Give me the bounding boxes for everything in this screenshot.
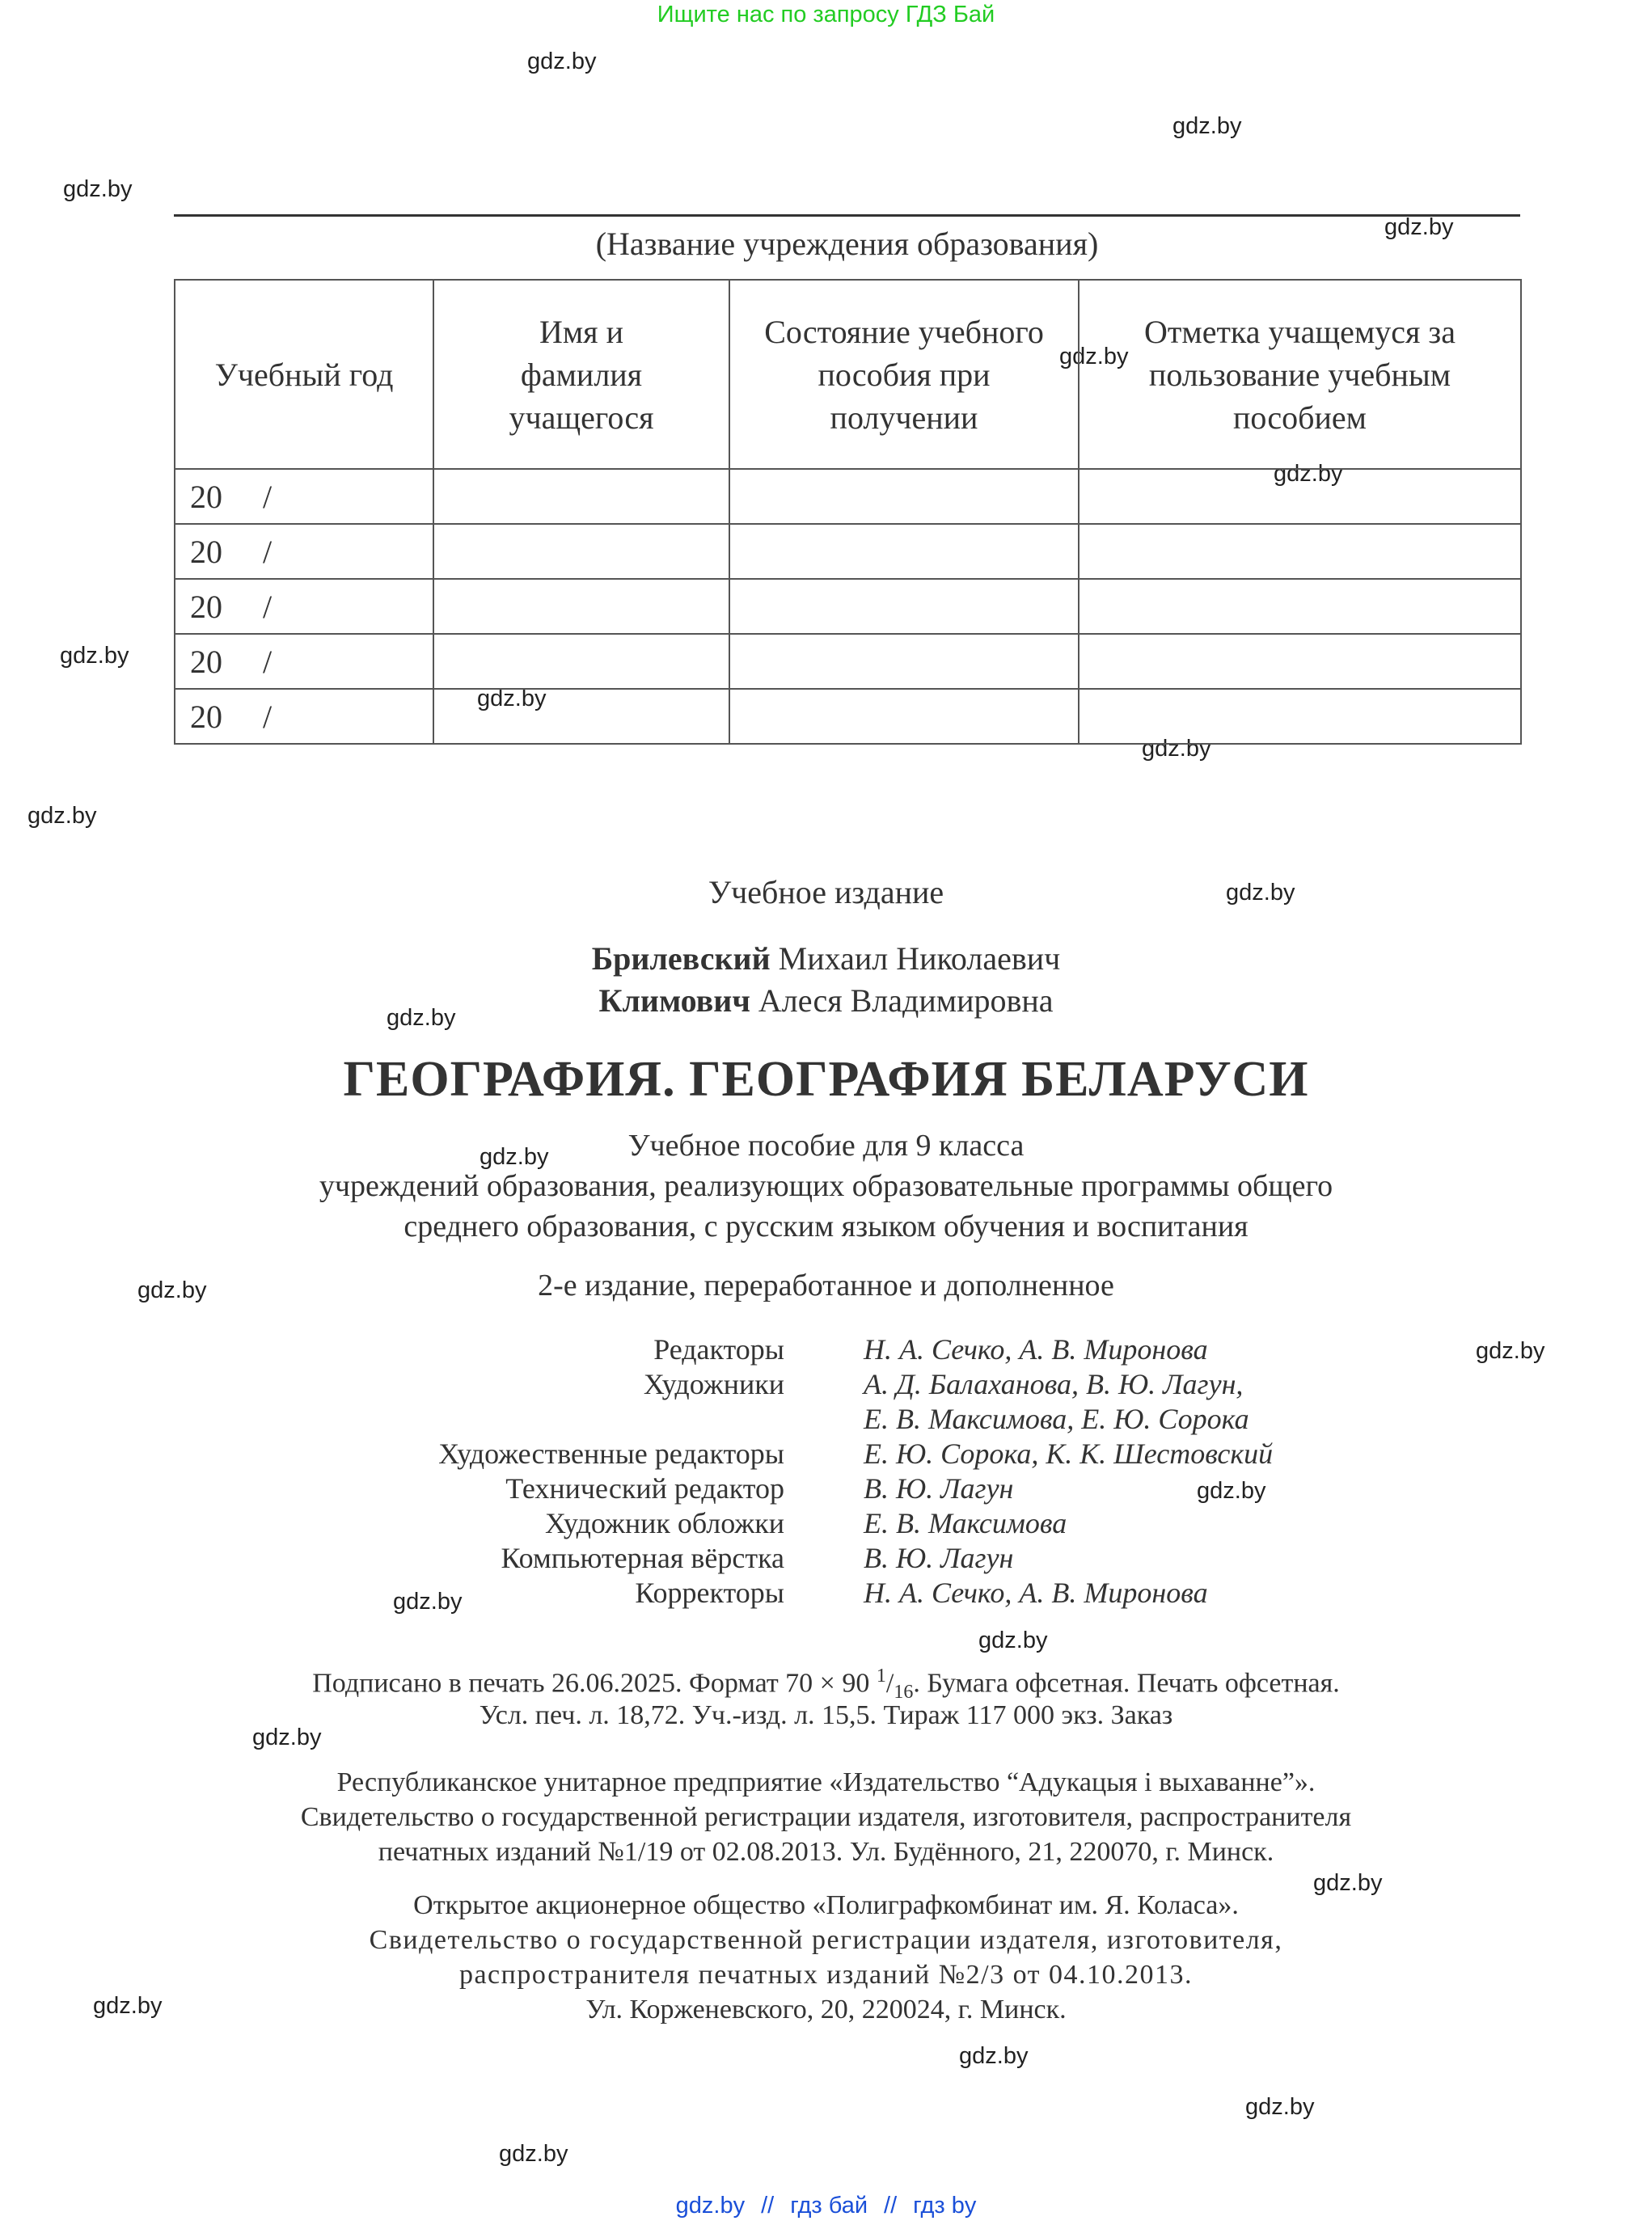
grade-cell	[1079, 469, 1521, 524]
print-info-line-1	[0, 1666, 1652, 1704]
year-cell: 20 /	[175, 689, 433, 744]
watermark: gdz.by	[137, 1277, 207, 1303]
name-cell	[433, 579, 729, 634]
year-cell: 20 /	[175, 469, 433, 524]
header-student-name: Имя и фамилия учащегося	[433, 280, 729, 469]
printer-line: распространителя печатных изданий №2/3 от 04.10.2013.	[458, 1960, 1194, 1990]
publisher-line: Свидетельство о государственной регистрации издателя, изготовителя, распространителя	[300, 1802, 1352, 1832]
table-row	[175, 579, 1521, 634]
condition-cell	[729, 469, 1079, 524]
printer-line: Свидетельство о государственной регистрации издателя, изготовителя,	[369, 1925, 1283, 1955]
watermark: gdz.by	[1313, 1870, 1383, 1896]
link-separator: //	[761, 2193, 775, 2219]
grade-cell	[1079, 689, 1521, 744]
author-1-given: Михаил Николаевич	[770, 940, 1061, 977]
author-1	[0, 939, 1652, 977]
header-school-year: Учебный год	[175, 280, 433, 469]
name-cell	[433, 689, 729, 744]
watermark: gdz.by	[252, 1725, 322, 1750]
table-row	[175, 524, 1521, 579]
top-banner[interactable]: Ищите нас по запросу ГДЗ Бай	[657, 2, 995, 27]
table-header-row	[175, 280, 1521, 469]
subtitle-line: учреждений образования, реализующих образовательные программы общего	[319, 1169, 1333, 1203]
subtitle-line: среднего образования, с русским языком обучения и воспитания	[403, 1210, 1249, 1243]
watermark: gdz.by	[93, 1993, 163, 2019]
watermark: gdz.by	[387, 1005, 456, 1031]
book-title: ГЕОГРАФИЯ. ГЕОГРАФИЯ БЕЛАРУСИ	[343, 1052, 1309, 1107]
watermark: gdz.by	[60, 643, 129, 669]
credit-value: Н. А. Сечко, А. В. Миронова	[864, 1577, 1208, 1609]
print-info-format: Подписано в печать 26.06.2025. Формат 70 × 90	[312, 1668, 877, 1699]
table-row	[175, 689, 1521, 744]
watermark: gdz.by	[1059, 344, 1129, 369]
credit-label: Технический редактор	[505, 1472, 784, 1505]
year-cell: 20 /	[175, 579, 433, 634]
usage-register-table	[174, 279, 1522, 745]
bottom-link-gdz-by-cyr[interactable]: гдз by	[913, 2193, 977, 2219]
publisher-line: Республиканское унитарное предприятие «Издательство “Адукацыя і выхаванне”».	[336, 1767, 1316, 1797]
table-row	[175, 634, 1521, 689]
format-fraction-numerator: 1	[876, 1666, 886, 1687]
credit-label: Редакторы	[653, 1333, 784, 1366]
watermark: gdz.by	[1274, 461, 1343, 487]
watermark: gdz.by	[1197, 1478, 1266, 1504]
format-fraction-slash: /	[885, 1668, 894, 1699]
bottom-link-gdz-by[interactable]: gdz.by	[675, 2193, 746, 2219]
condition-cell	[729, 689, 1079, 744]
link-separator: //	[884, 2193, 898, 2219]
name-cell	[433, 469, 729, 524]
printer-line: Ул. Корженевского, 20, 220024, г. Минск.	[585, 1995, 1067, 2024]
header-condition: Состояние учебного пособия при получении	[729, 280, 1079, 469]
credit-label: Художник обложки	[545, 1507, 784, 1539]
watermark: gdz.by	[1245, 2094, 1315, 2120]
institution-rule	[174, 214, 1520, 217]
publisher-line: печатных изданий №1/19 от 02.08.2013. Ул. Будённого, 21, 220070, г. Минск.	[378, 1837, 1274, 1867]
name-cell	[433, 524, 729, 579]
printer-line: Открытое акционерное общество «Полиграфкомбинат им. Я. Коласа».	[413, 1890, 1239, 1920]
author-2	[0, 982, 1652, 1020]
name-cell	[433, 634, 729, 689]
watermark: gdz.by	[527, 49, 597, 74]
credit-value: Е. В. Максимова, Е. Ю. Сорока	[864, 1403, 1249, 1435]
credit-label: Корректоры	[635, 1577, 784, 1609]
print-info-line-2: Усл. печ. л. 18,72. Уч.-изд. л. 15,5. Тираж 117 000 экз. Заказ	[479, 1700, 1173, 1730]
condition-cell	[729, 524, 1079, 579]
year-cell: 20 /	[175, 634, 433, 689]
format-fraction-denominator: 16	[894, 1682, 914, 1704]
watermark: gdz.by	[1172, 113, 1242, 139]
grade-cell	[1079, 524, 1521, 579]
condition-cell	[729, 634, 1079, 689]
watermark: gdz.by	[480, 1144, 549, 1170]
table-row	[175, 469, 1521, 524]
bottom-link-gdz-bai[interactable]: гдз бай	[790, 2193, 868, 2219]
grade-cell	[1079, 579, 1521, 634]
condition-cell	[729, 579, 1079, 634]
watermark: gdz.by	[959, 2043, 1029, 2069]
watermark: gdz.by	[393, 1589, 463, 1615]
credit-value: В. Ю. Лагун	[864, 1472, 1014, 1505]
print-info-paper: . Бумага офсетная. Печать офсетная.	[913, 1668, 1340, 1699]
institution-caption: (Название учреждения образования)	[595, 226, 1099, 262]
bottom-links	[0, 2193, 1652, 2219]
watermark: gdz.by	[1142, 736, 1211, 762]
edition-note: 2-е издание, переработанное и дополненное	[538, 1269, 1114, 1302]
watermark: gdz.by	[499, 2141, 568, 2167]
author-1-surname: Брилевский	[591, 940, 771, 977]
watermark: gdz.by	[1476, 1338, 1545, 1364]
watermark: gdz.by	[63, 176, 133, 202]
edition-type: Учебное издание	[708, 874, 944, 910]
author-2-surname: Климович	[598, 982, 750, 1019]
watermark: gdz.by	[27, 803, 97, 829]
credit-label: Художники	[643, 1368, 784, 1400]
credit-value: А. Д. Балаханова, В. Ю. Лагун,	[864, 1368, 1244, 1400]
author-2-given: Алеся Владимировна	[750, 982, 1054, 1019]
credit-label: Компьютерная вёрстка	[501, 1542, 784, 1574]
grade-cell	[1079, 634, 1521, 689]
credit-value: Н. А. Сечко, А. В. Миронова	[864, 1333, 1208, 1366]
watermark: gdz.by	[1384, 214, 1454, 240]
credit-value: Е. Ю. Сорока, К. К. Шестовский	[864, 1438, 1274, 1470]
header-grade: Отметка учащемуся за пользование учебным пособием	[1079, 280, 1521, 469]
watermark: gdz.by	[1226, 880, 1295, 906]
year-cell: 20 /	[175, 524, 433, 579]
credit-value: В. Ю. Лагун	[864, 1542, 1014, 1574]
subtitle-line: Учебное пособие для 9 класса	[627, 1129, 1025, 1163]
credit-label: Художественные редакторы	[438, 1438, 784, 1470]
watermark: gdz.by	[477, 686, 547, 711]
watermark: gdz.by	[978, 1628, 1048, 1653]
credit-value: Е. В. Максимова	[864, 1507, 1067, 1539]
